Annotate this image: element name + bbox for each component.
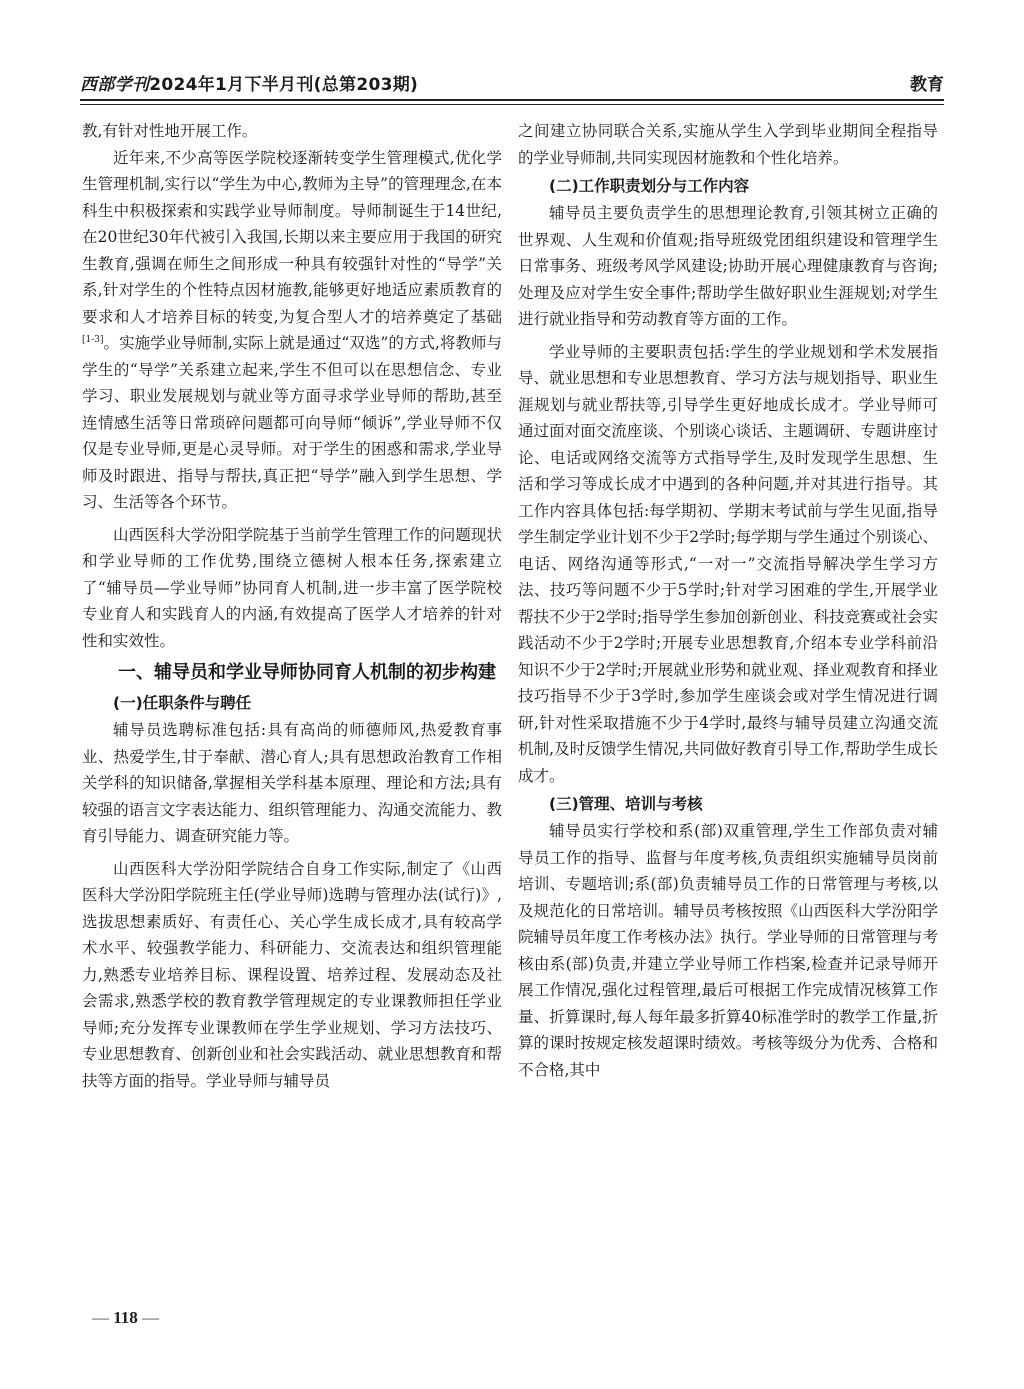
right-column [518,118,938,1083]
page-dash-right: — [142,1308,160,1327]
section-heading: 一、辅导员和学业导师协同育人机制的初步构建 [118,662,496,683]
paragraph-text: 近年来,不少高等医学院校逐渐转变学生管理模式,优化学生管理机制,实行以“学生为中心,教师为主导”的管理理念,在本科生中积极探索和实践学业导师制度。导师制诞生于14世纪,在20世纪30年代被引入我国,长期以来主要应用于我国的研究生教育,强调在师生之间形成一种具有较强针对性的“导学”关系,针对学生的个性特点因材施教,能够更好地适应素质教育的要求和人才培养目标的转变,为复合型人才的培养奠定了基础 [82,148,502,326]
paragraph: 学业导师的主要职责包括:学生的学业规划和学术发展指导、就业思想和专业思想教育、学习方法与规划指导、职业生涯规划与就业帮扶等,引导学生更好地成长成才。学业导师可通过面对面交流座谈、个别谈心谈话、主题调研、专题讲座讨论、电话或网络交流等方式指导学生,及时发现学生思想、生活和学习等成长成才中遇到的各种问题,并对其进行指导。其工作内容具体包括:每学期初、学期末考试前与学生见面,指导学生制定学业计划不少于2学时;每学期与学生通过个别谈心、电话、网络沟通等形式,“一对一”交流指导解决学生学习方法、技巧等问题不少于5学时;针对学习困难的学生,开展学业帮扶不少于2学时;指导学生参加创新创业、科技竞赛或社会实践活动不少于2学时;开展专业思想教育,介绍本专业学科前沿知识不少于2学时;开展就业形势和就业观、择业观教育和择业技巧指导不少于3学时,参加学生座谈会或对学生情况进行调研,针对性采取措施不少于4学时,最终与辅导员建立沟通交流机制,及时反馈学生情况,共同做好教育引导工作,帮助学生成长成才。 [518,342,938,785]
paragraph: 山西医科大学汾阳学院结合自身工作实际,制定了《山西医科大学汾阳学院班主任(学业导师)选聘与管理办法(试行)》,选拔思想素质好、有责任心、关心学生成长成才,具有较高学术水平、较强教学能力、科研能力、交流表达和组织管理能力,熟悉专业培养目标、课程设置、培养过程、发展动态及社会需求,熟悉学校的教育教学管理规定的专业课教师担任学业导师;充分发挥专业课教师在学生学业规划、学习方法技巧、专业思想教育、创新创业和社会实践活动、就业思想教育和帮扶等方面的指导。学业导师与辅导员 [82,859,502,1090]
header-rule-thick [80,99,944,101]
paragraph: 山西医科大学汾阳学院基于当前学生管理工作的问题现状和学业导师的工作优势,围绕立德树人根本任务,探索建立了“辅导员—学业导师”协同育人机制,进一步丰富了医学院校专业育人和实践育人的内涵,有效提高了医学人才培养的针对性和实效性。 [82,525,502,650]
journal-logo: 西部学刊 [80,75,150,95]
page-number [92,1308,159,1328]
subsection-heading: (一)任职条件与聘任 [113,694,252,712]
subsection-heading: (二)工作职责划分与工作内容 [549,177,750,195]
subsection-heading: (三)管理、培训与考核 [549,795,703,813]
paragraph [82,145,502,516]
section-label: 教育 [910,75,944,95]
header-rule-thin [80,104,944,105]
page-dash-left: — [92,1308,109,1327]
paragraph: 辅导员主要负责学生的思想理论教育,引领其树立正确的世界观、人生观和价值观;指导班级党团组织建设和管理学生日常事务、班级考风学风建设;协助开展心理健康教育与咨询;处理及应对学生安全事件;帮助学生做好职业生涯规划;对学生进行就业指导和劳动教育等方面的工作。 [518,204,938,328]
journal-title [80,70,418,95]
page-number-value: 118 [113,1308,138,1327]
paragraph: 之间建立协同联合关系,实施从学生入学到毕业期间全程指导的学业导师制,共同实现因材施教和个性化培养。 [518,122,938,167]
paragraph: 辅导员选聘标准包括:具有高尚的师德师风,热爱教育事业、热爱学生,甘于奉献、潜心育人;具有思想政治教育工作相关学科的知识储备,掌握相关学科基本原理、理论和方法;具有较强的语言文字表达能力、组织管理能力、沟通交流能力、教育引导能力、调查研究能力等。 [82,721,502,845]
running-header [80,70,944,98]
citation: [1-3] [82,334,104,345]
paragraph-text: 。实施学业导师制,实际上就是通过“双选”的方式,将教师与学生的“导学”关系建立起来,学生不但可以在思想信念、专业学习、职业发展规划与就业等方面寻求学业导师的帮助,甚至连情感生活等日常琐碎问题都可向导师“倾诉”,学业导师不仅仅是专业导师,更是心灵导师。对于学生的困惑和需求,学业导师及时跟进、指导与帮扶,真正把“导学”融入到学生思想、学习、生活等各个环节。 [82,334,502,511]
journal-issue: 2024年1月下半月刊(总第203期) [149,75,419,95]
left-column [82,118,502,1094]
paragraph: 教,有针对性地开展工作。 [82,122,258,140]
paragraph: 辅导员实行学校和系(部)双重管理,学生工作部负责对辅导员工作的指导、监督与年度考核,负责组织实施辅导员岗前培训、专题培训;系(部)负责辅导员工作的日常管理与考核,以及规范化的日常培训。辅导员考核按照《山西医科大学汾阳学院辅导员年度工作考核办法》执行。学业导师的日常管理与考核由系(部)负责,并建立学业导师工作档案,检查并记录导师开展工作情况,强化过程管理,最后可根据工作完成情况核算工作量、折算课时,每人每年最多折算40标准学时的教学工作量,折算的课时按规定核发超课时绩效。考核等级分为优秀、合格和不合格,其中 [518,822,938,1079]
